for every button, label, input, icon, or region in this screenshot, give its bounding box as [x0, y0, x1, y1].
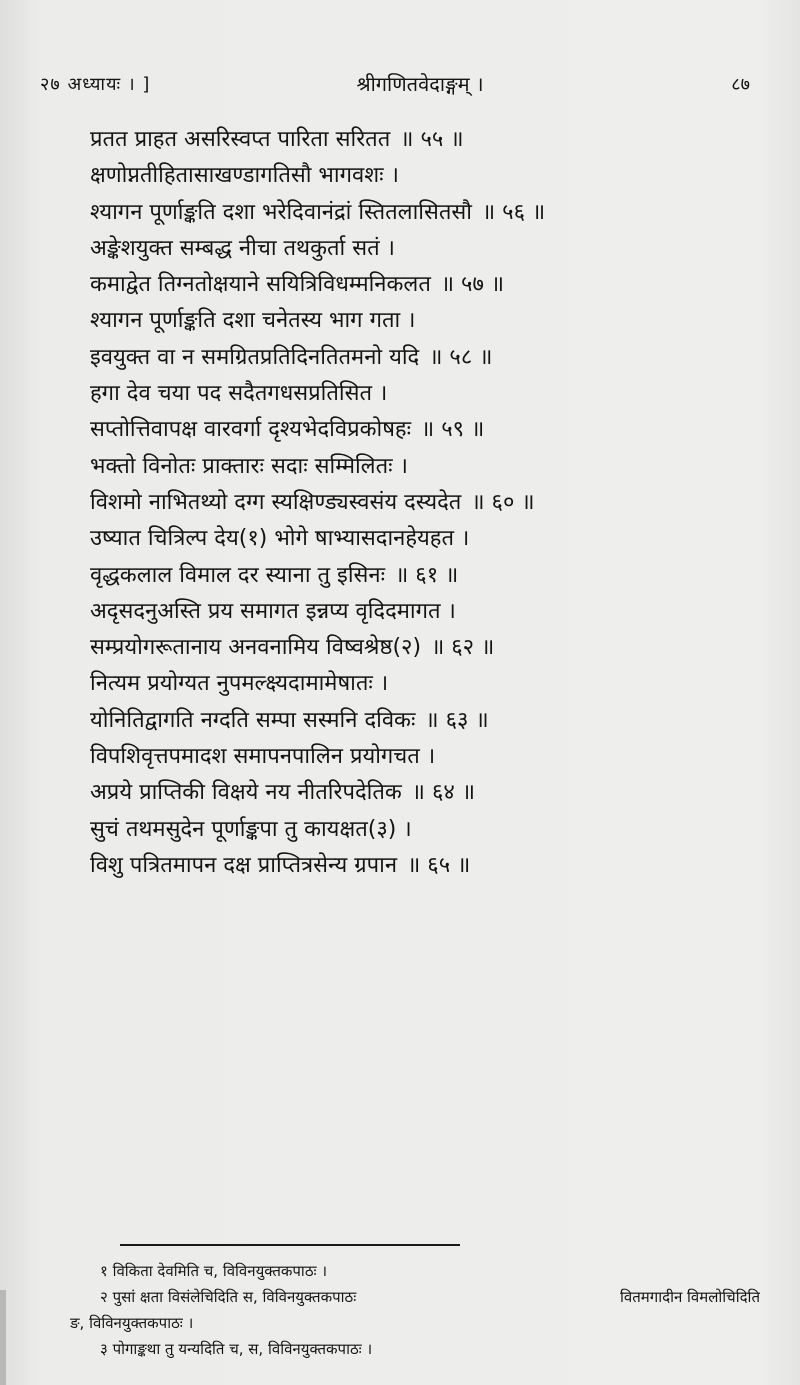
verse-line — [90, 848, 740, 884]
verse-text: सम्प्रयोगरूतानाय अनवनामिय विष्वश्रेष्ठ(२) — [90, 635, 422, 661]
verse-text: विपशिवृत्तपमादश समापनपालिन प्रयोगचत । — [90, 744, 436, 770]
verse-line — [90, 521, 740, 557]
verse-text: भक्तो विनोतः प्राक्तारः सदाः सम्मिलितः । — [90, 453, 408, 479]
verse-number: ॥ ६५ ॥ — [407, 852, 471, 878]
verse-text: हगा देव चया पद सदैतगधसप्रतिसित । — [90, 381, 388, 407]
verse-text: सप्तोत्तिवापक्ष वारवर्गा दृश्यभेदविप्रकोषहः — [90, 417, 412, 443]
page-number: ८७ — [731, 74, 750, 95]
verse-text: अङ्केशयुक्त सम्बद्ध नीचा तथकुर्ता सतं । — [90, 235, 395, 261]
running-header — [0, 0, 800, 100]
footnote — [70, 1310, 760, 1336]
verse-line — [90, 412, 740, 448]
verse-line — [90, 666, 740, 702]
verse-number: ॥ ६४ ॥ — [411, 780, 476, 806]
verse-text: प्रतत प्राहत असरिस्वप्त पारिता सरितत — [90, 127, 391, 152]
verse-text: विशु पत्रितमापन दक्ष प्राप्तित्रसेन्य ग्रपान — [90, 852, 398, 878]
verse-text: क्षणोप्नतीहितासाखण्डागतिसौ भागवशः । — [90, 163, 399, 189]
verse-line — [90, 630, 740, 666]
footnote — [70, 1258, 760, 1284]
verse-text: उष्यात चित्रिल्प देय(१) भोगे षाभ्यासदानहेयहत । — [90, 526, 470, 552]
verse-line — [90, 812, 740, 848]
verse-line — [90, 122, 740, 158]
verse-line — [90, 340, 740, 376]
verse-number: ॥ ६३ ॥ — [425, 707, 489, 733]
verse-number: ॥ ५८ ॥ — [429, 344, 493, 370]
verse-block — [90, 122, 740, 884]
verse-text: अदृसदनुअस्ति प्रय समागत इन्नप्य वृदिदमागत । — [90, 598, 456, 624]
footnote — [70, 1336, 760, 1362]
verse-line — [90, 775, 740, 811]
verse-text: नित्यम प्रयोग्यत नुपमल्क्ष्यदामामेषातः । — [90, 671, 389, 697]
verse-text: वृद्धकलाल विमाल दर स्याना तु इसिनः — [90, 562, 386, 588]
verse-line — [90, 485, 740, 521]
verse-number: ॥ ६० ॥ — [471, 489, 535, 515]
verse-text: कमाद्वेत तिग्नतोक्षयाने सयित्रिविधम्मनिकलत — [90, 272, 431, 298]
verse-line — [90, 594, 740, 630]
verse-text: सुचं तथमसुदेन पूर्णाङ्कपा तु कायक्षत(३) । — [90, 816, 412, 842]
verse-number: ॥ ५९ ॥ — [421, 417, 485, 443]
binding-edge — [0, 1290, 6, 1385]
verse-number: ॥ ६१ ॥ — [395, 562, 459, 588]
footnote-text: १ विकिता देवमिति च, विविनयुक्तकपाठः । — [100, 1262, 328, 1280]
verse-number: ॥ ५७ ॥ — [440, 272, 505, 298]
verse-text: श्यागन पूर्णाङ्कति दशा चनेतस्य भाग गता । — [90, 308, 416, 334]
verse-number: ॥ ५६ ॥ — [481, 199, 546, 225]
footnote-text: २ पुसां क्षता विसंलेचिदिति स, विविनयुक्तकपाठः — [100, 1288, 357, 1306]
verse-line — [90, 703, 740, 739]
verse-text: इवयुक्त वा न समग्रितप्रतिदिनतितमनो यदि — [90, 344, 420, 370]
chapter-label: २७ अध्यायः । ] — [40, 74, 151, 95]
verse-line — [90, 303, 740, 339]
verse-line — [90, 158, 740, 194]
footnote-separator — [120, 1244, 460, 1246]
verse-line — [90, 449, 740, 485]
footnote-block — [70, 1258, 760, 1362]
verse-line — [90, 267, 740, 303]
footnote-text: ३ पोगाङ्कथा तु यन्यदिति च, स, विविनयुक्तकपाठः । — [100, 1340, 373, 1358]
verse-line — [90, 558, 740, 594]
verse-line — [90, 195, 740, 231]
verse-text: अप्रये प्राप्तिकी विक्षये नय नीतरिपदेतिक — [90, 780, 402, 806]
verse-line — [90, 376, 740, 412]
book-title: श्रीगणितवेदाङ्गम् । — [356, 72, 484, 96]
verse-line — [90, 739, 740, 775]
verse-line — [90, 231, 740, 267]
verse-text: श्यागन पूर्णाङ्कति दशा भरेदिवानंद्रां स्तितलासितसौ — [90, 199, 472, 225]
footnote-text-right: वितमगादीन विमलोचिदिति — [620, 1288, 760, 1306]
footnote-text: ङ, विविनयुक्तकपाठः । — [70, 1314, 194, 1332]
footnote — [70, 1284, 760, 1310]
verse-text: विशमो नाभितथ्यो दग्ग स्यक्षिण्ड्यस्वसंय दस्यदेत — [90, 489, 462, 515]
verse-number: ॥ ६२ ॥ — [431, 635, 495, 661]
verse-text: योनितिद्वागति नग्दति सम्पा सस्मनि दविकः — [90, 707, 416, 733]
verse-number: ॥ ५५ ॥ — [400, 127, 464, 152]
